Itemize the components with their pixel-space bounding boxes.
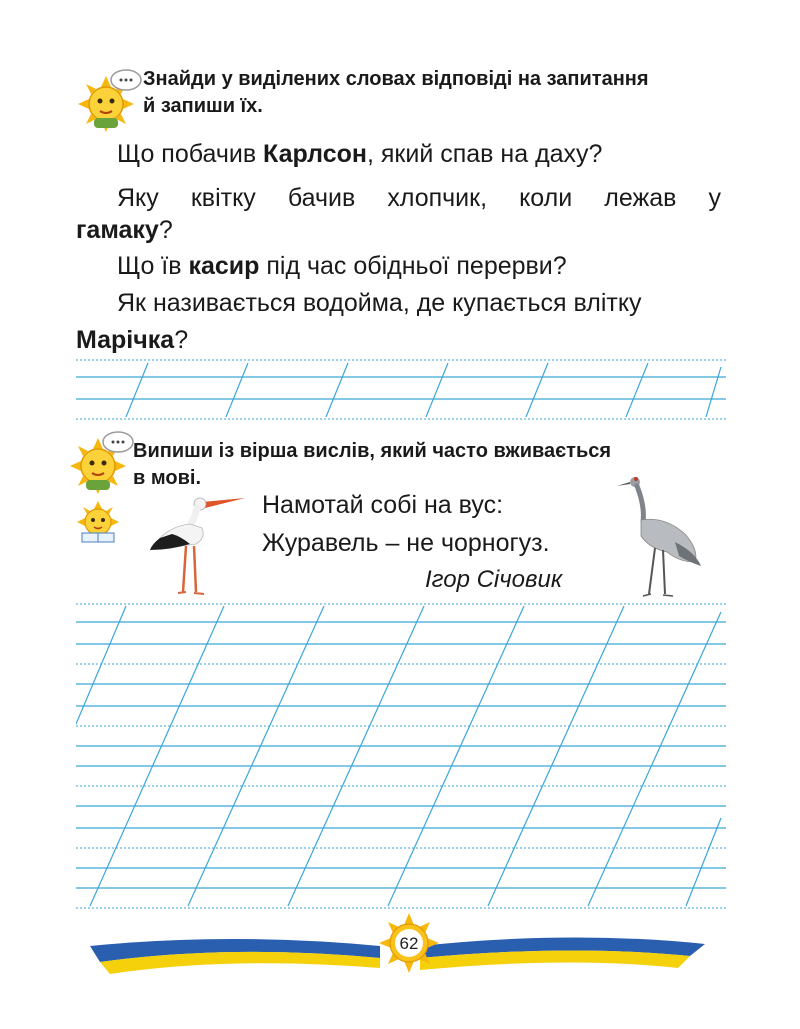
task1-instruction: Знайди у виділених словах відповіді на запитання й запиши їх. (143, 68, 649, 117)
stork-icon (150, 490, 250, 598)
poem-line-1: Намотай собі на вус: (262, 491, 504, 519)
task2-instruction: Випиши із вірша вислів, який часто вживається в мові. (133, 440, 612, 489)
sun-mascot-thinking-icon (76, 66, 146, 132)
page-number: 62 (399, 934, 419, 953)
writing-lines-1[interactable] (76, 355, 726, 425)
question-2-line2: гамаку? (76, 216, 173, 244)
question-2-line1: Яку квітку бачив хлопчик, коли лежав у (117, 184, 721, 212)
writing-lines-2[interactable] (76, 598, 726, 914)
question-4-line2: Марічка? (76, 326, 189, 354)
sun-mascot-thinking-icon (68, 428, 138, 494)
question-1: Що побачив Карлсон, який спав на даху? (117, 140, 603, 168)
question-3: Що їв касир під час обідньої перерви? (117, 252, 567, 280)
poem-line-2: Журавель – не чорногуз. (262, 529, 550, 557)
question-4-line1: Як називається водойма, де купається влітку (117, 289, 642, 317)
sun-mascot-reading-icon (74, 500, 124, 546)
poem-author: Ігор Січовик (425, 566, 563, 593)
crane-icon (605, 470, 705, 600)
